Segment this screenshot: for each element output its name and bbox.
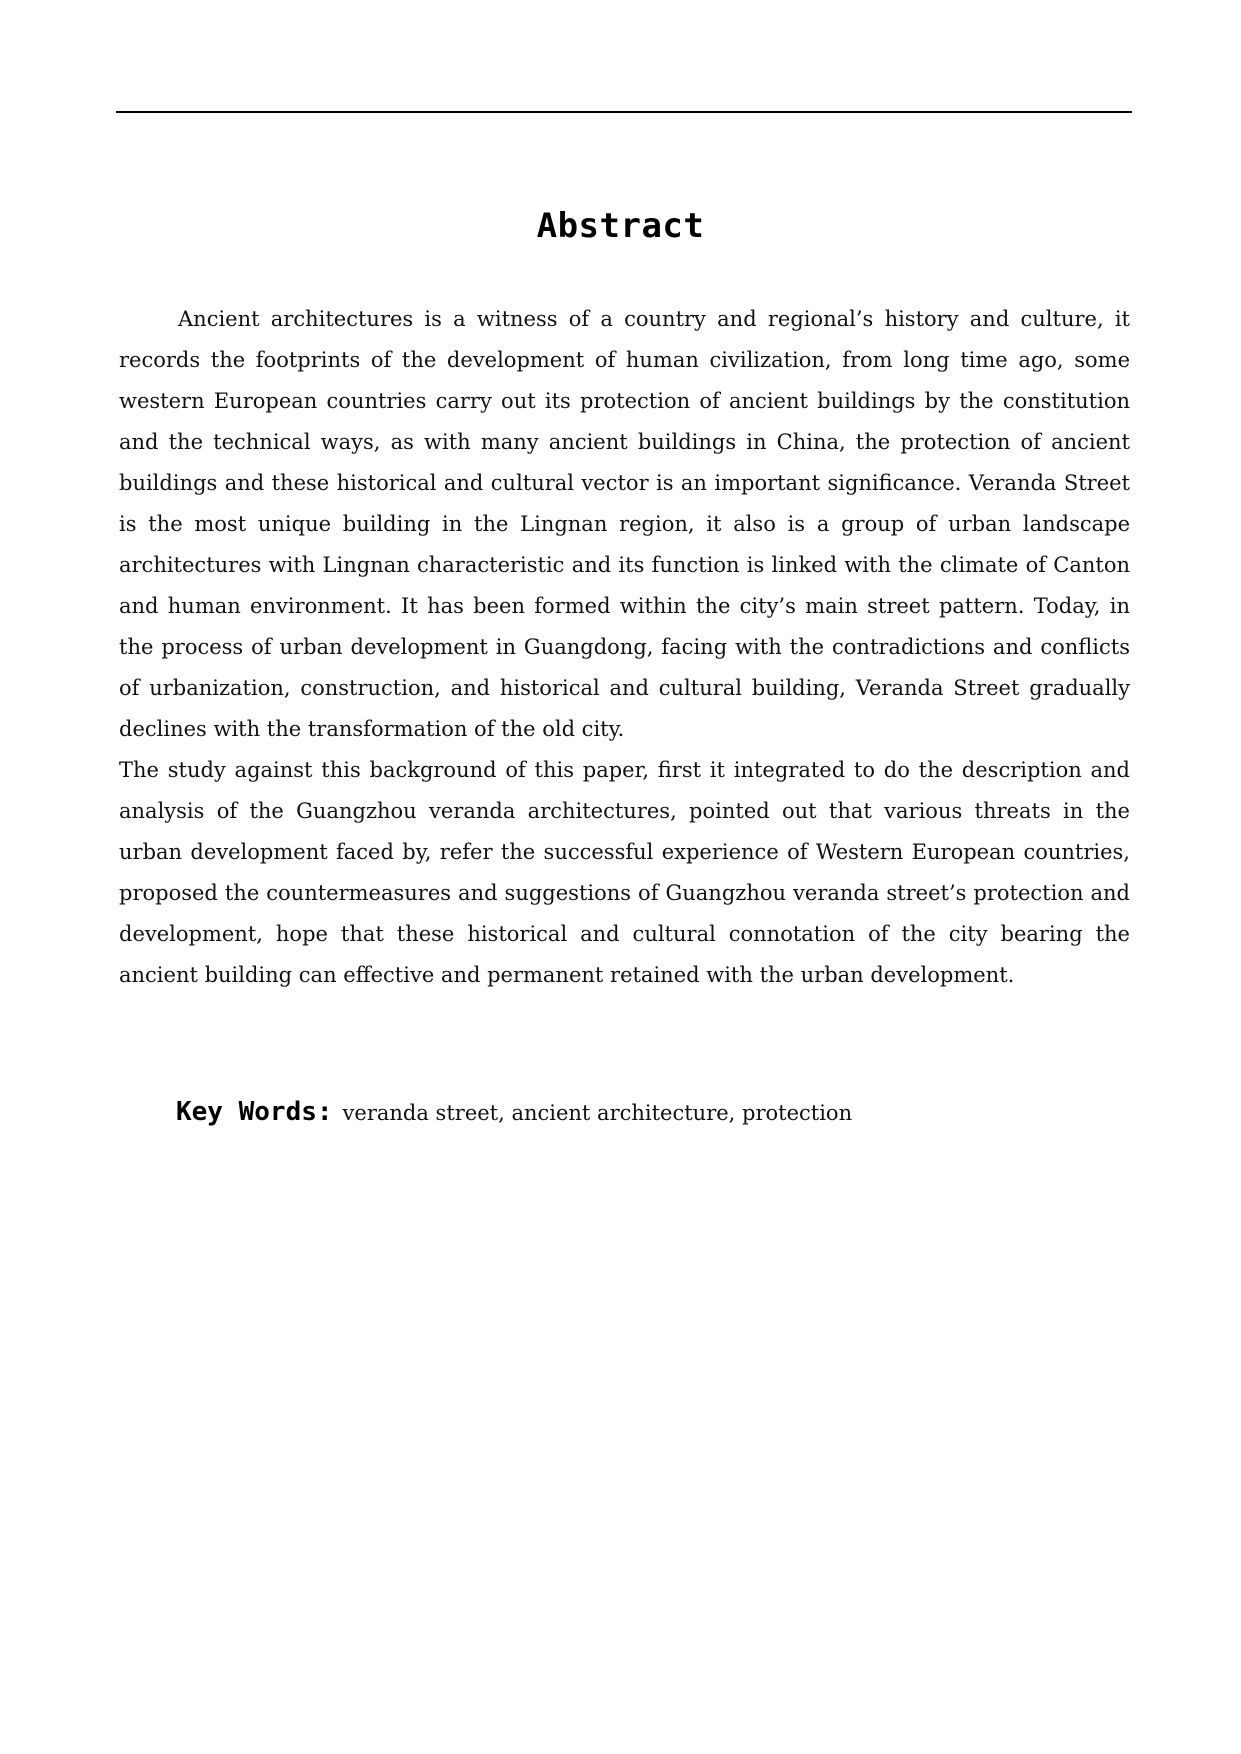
keywords-values: veranda street, ancient architecture, protection [342, 1101, 853, 1125]
header-rule [116, 111, 1132, 113]
abstract-paragraph-2: The study against this background of this paper, first it integrated to do the description and analysis of the Guangzhou veranda architectures, pointed out that various threats in the urban development faced by, refer the successful experience of Western European countries, proposed the countermeasures and suggestions of Guangzhou veranda street’s protection and development, hope that these historical and cultural connotation of the city bearing the ancient building can effective and permanent retained with the urban development. [119, 758, 1130, 987]
abstract-body [119, 299, 1130, 996]
keywords-line [176, 1090, 1126, 1135]
keywords-label: Key Words: [176, 1097, 333, 1127]
page-title: Abstract [536, 206, 705, 246]
abstract-paragraph-1: Ancient architectures is a witness of a country and regional’s history and culture, it records the footprints of the development of human civilization, from long time ago, some western European countries carry out its protection of ancient buildings by the constitution and the technical ways, as with many ancient buildings in China, the protection of ancient buildings and these historical and cultural vector is an important significance. Veranda Street is the most unique building in the Lingnan region, it also is a group of urban landscape architectures with Lingnan characteristic and its function is linked with the climate of Canton and human environment. It has been formed within the city’s main street pattern. Today, in the process of urban development in Guangdong, facing with the contradictions and conflicts of urbanization, construction, and historical and cultural building, Veranda Street gradually declines with the transformation of the old city. [119, 307, 1130, 741]
